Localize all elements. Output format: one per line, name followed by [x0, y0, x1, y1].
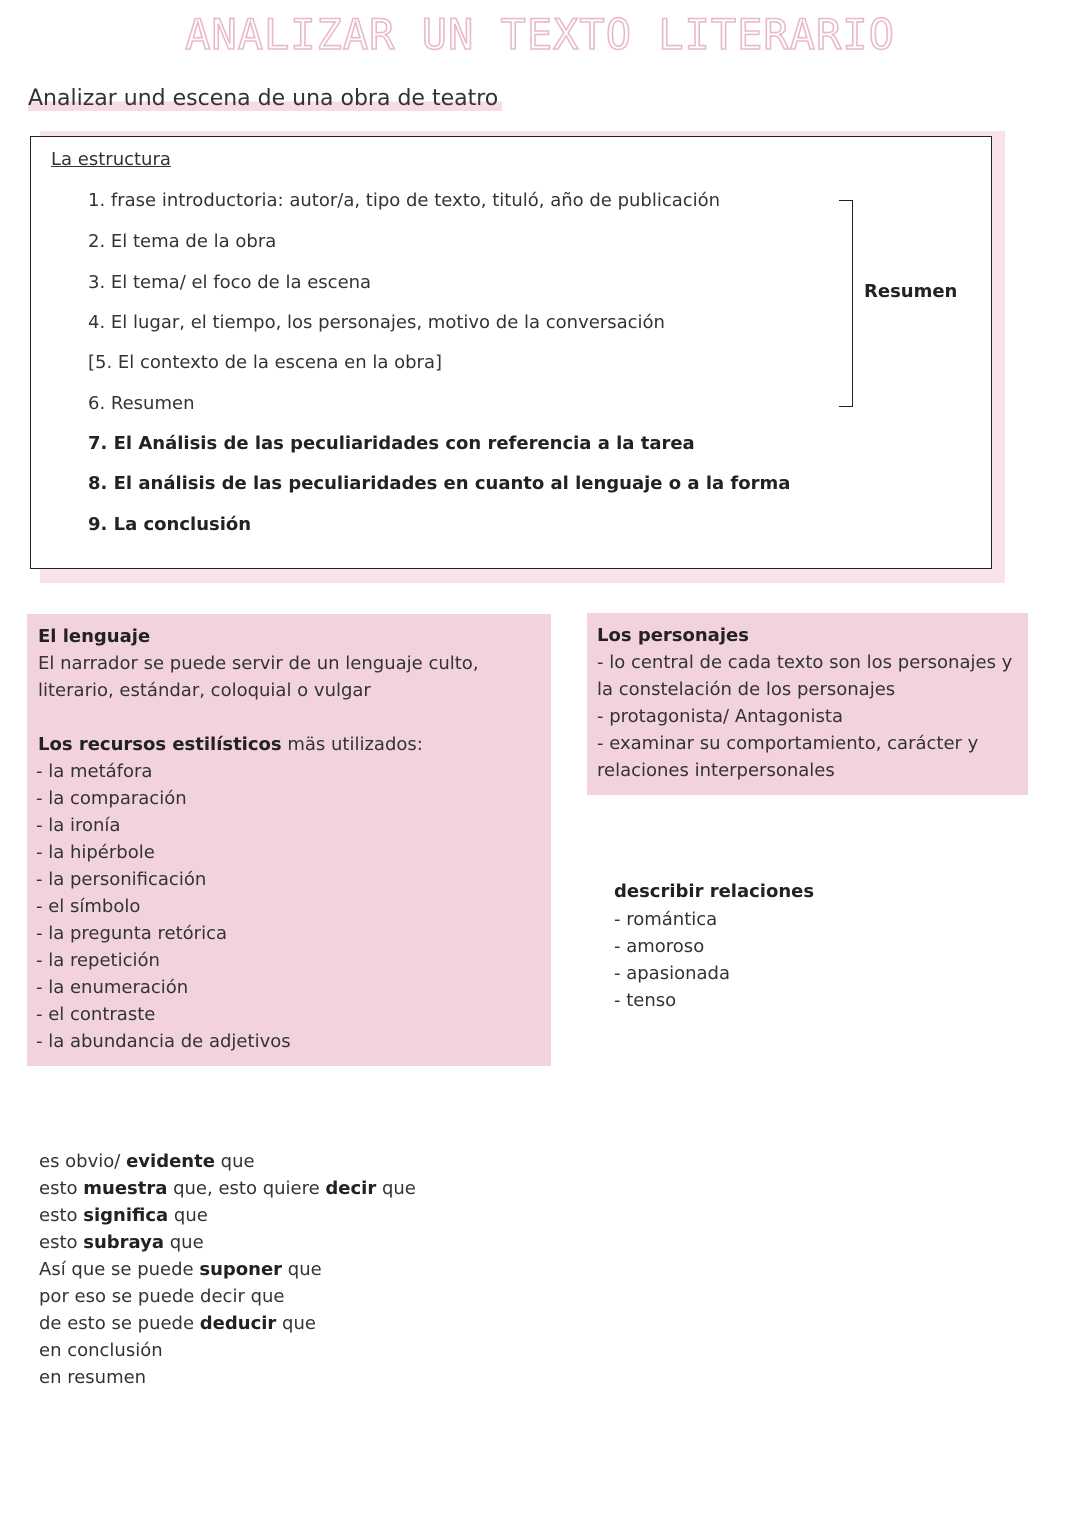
phrase-line — [39, 1286, 284, 1307]
recurso-item: - la metáfora — [36, 761, 153, 782]
phrase-key: decir — [325, 1178, 377, 1199]
phrase-text: que — [376, 1178, 416, 1199]
phrase-text: esto — [39, 1178, 84, 1199]
personajes-line: - examinar su comportamiento, carácter y — [597, 733, 979, 754]
summary-bracket — [839, 200, 853, 407]
page-title: ANALIZAR UN TEXTO LITERARIO — [185, 10, 895, 59]
phrase-text: que — [164, 1232, 204, 1253]
personajes-heading: Los personajes — [597, 625, 749, 646]
structure-box — [30, 136, 992, 569]
phrase-key: deducir — [199, 1313, 277, 1334]
phrase-text: Así que se puede — [39, 1259, 200, 1280]
recurso-item: - la ironía — [36, 815, 121, 836]
phrase-text: esto — [39, 1205, 84, 1226]
lenguaje-text: literario, estándar, coloquial o vulgar — [38, 680, 371, 701]
relaciones-item: - romántica — [614, 909, 718, 930]
structure-item: 1. frase introductoria: autor/a, tipo de texto, tituló, año de publicación — [88, 190, 721, 211]
subtitle: Analizar und escena de una obra de teatro — [28, 86, 502, 111]
phrase-line — [39, 1178, 416, 1199]
structure-item: 9. La conclusión — [88, 514, 252, 535]
structure-item: 8. El análisis de las peculiaridades en cuanto al lenguaje o a la forma — [88, 473, 791, 494]
phrase-line — [39, 1205, 208, 1226]
recurso-item: - el símbolo — [36, 896, 141, 917]
structure-item: 2. El tema de la obra — [88, 231, 277, 252]
phrase-text: esto — [39, 1232, 84, 1253]
structure-item: 7. El Análisis de las peculiaridades con referencia a la tarea — [88, 433, 695, 454]
recursos-heading — [38, 734, 423, 755]
phrase-text: de esto se puede — [39, 1313, 200, 1334]
phrase-key: significa — [83, 1205, 169, 1226]
phrase-text: es obvio/ — [39, 1151, 127, 1172]
phrase-text: que — [214, 1151, 255, 1172]
personajes-line: - lo central de cada texto son los personajes y — [597, 652, 1013, 673]
recurso-item: - la abundancia de adjetivos — [36, 1031, 291, 1052]
phrase-key: suponer — [199, 1259, 283, 1280]
lenguaje-text: El narrador se puede servir de un lenguaje culto, — [38, 653, 479, 674]
structure-item: [5. El contexto de la escena en la obra] — [88, 352, 442, 373]
structure-item: 4. El lugar, el tiempo, los personajes, motivo de la conversación — [88, 312, 665, 333]
personajes-line: - protagonista/ Antagonista — [597, 706, 843, 727]
recurso-item: - la enumeración — [36, 977, 189, 998]
phrase-key: subraya — [83, 1232, 165, 1253]
phrase-text: en conclusión — [39, 1340, 163, 1361]
phrase-text: que, esto quiere — [167, 1178, 326, 1199]
phrase-text: por eso se puede decir que — [39, 1286, 285, 1307]
phrase-key: evidente — [126, 1151, 215, 1172]
relaciones-item: - amoroso — [614, 936, 705, 957]
recursos-heading-bold: Los recursos estilísticos — [38, 734, 282, 755]
phrase-line — [39, 1340, 163, 1361]
phrase-text: que — [282, 1259, 322, 1280]
recurso-item: - la repetición — [36, 950, 160, 971]
phrase-line — [39, 1259, 322, 1280]
phrase-key: muestra — [83, 1178, 168, 1199]
structure-item: 3. El tema/ el foco de la escena — [88, 272, 372, 293]
recurso-item: - la comparación — [36, 788, 187, 809]
summary-bracket-label: Resumen — [864, 281, 958, 302]
phrase-text: que — [168, 1205, 208, 1226]
phrase-text: que — [276, 1313, 316, 1334]
recurso-item: - la personificación — [36, 869, 207, 890]
phrase-line — [39, 1151, 255, 1172]
lenguaje-box — [27, 614, 551, 1066]
personajes-box — [587, 613, 1028, 795]
personajes-line: relaciones interpersonales — [597, 760, 835, 781]
structure-heading: La estructura — [51, 149, 171, 170]
recurso-item: - el contraste — [36, 1004, 156, 1025]
recurso-item: - la hipérbole — [36, 842, 155, 863]
phrase-text: en resumen — [39, 1367, 147, 1388]
relaciones-heading: describir relaciones — [614, 881, 815, 902]
structure-item: 6. Resumen — [88, 393, 195, 414]
phrase-line — [39, 1367, 146, 1388]
recurso-item: - la pregunta retórica — [36, 923, 228, 944]
recursos-heading-rest: mäs utilizados: — [281, 734, 423, 755]
relaciones-item: - apasionada — [614, 963, 730, 984]
relaciones-item: - tenso — [614, 990, 677, 1011]
personajes-line: la constelación de los personajes — [597, 679, 896, 700]
phrase-line — [39, 1313, 316, 1334]
lenguaje-heading: El lenguaje — [38, 626, 151, 647]
phrase-line — [39, 1232, 204, 1253]
